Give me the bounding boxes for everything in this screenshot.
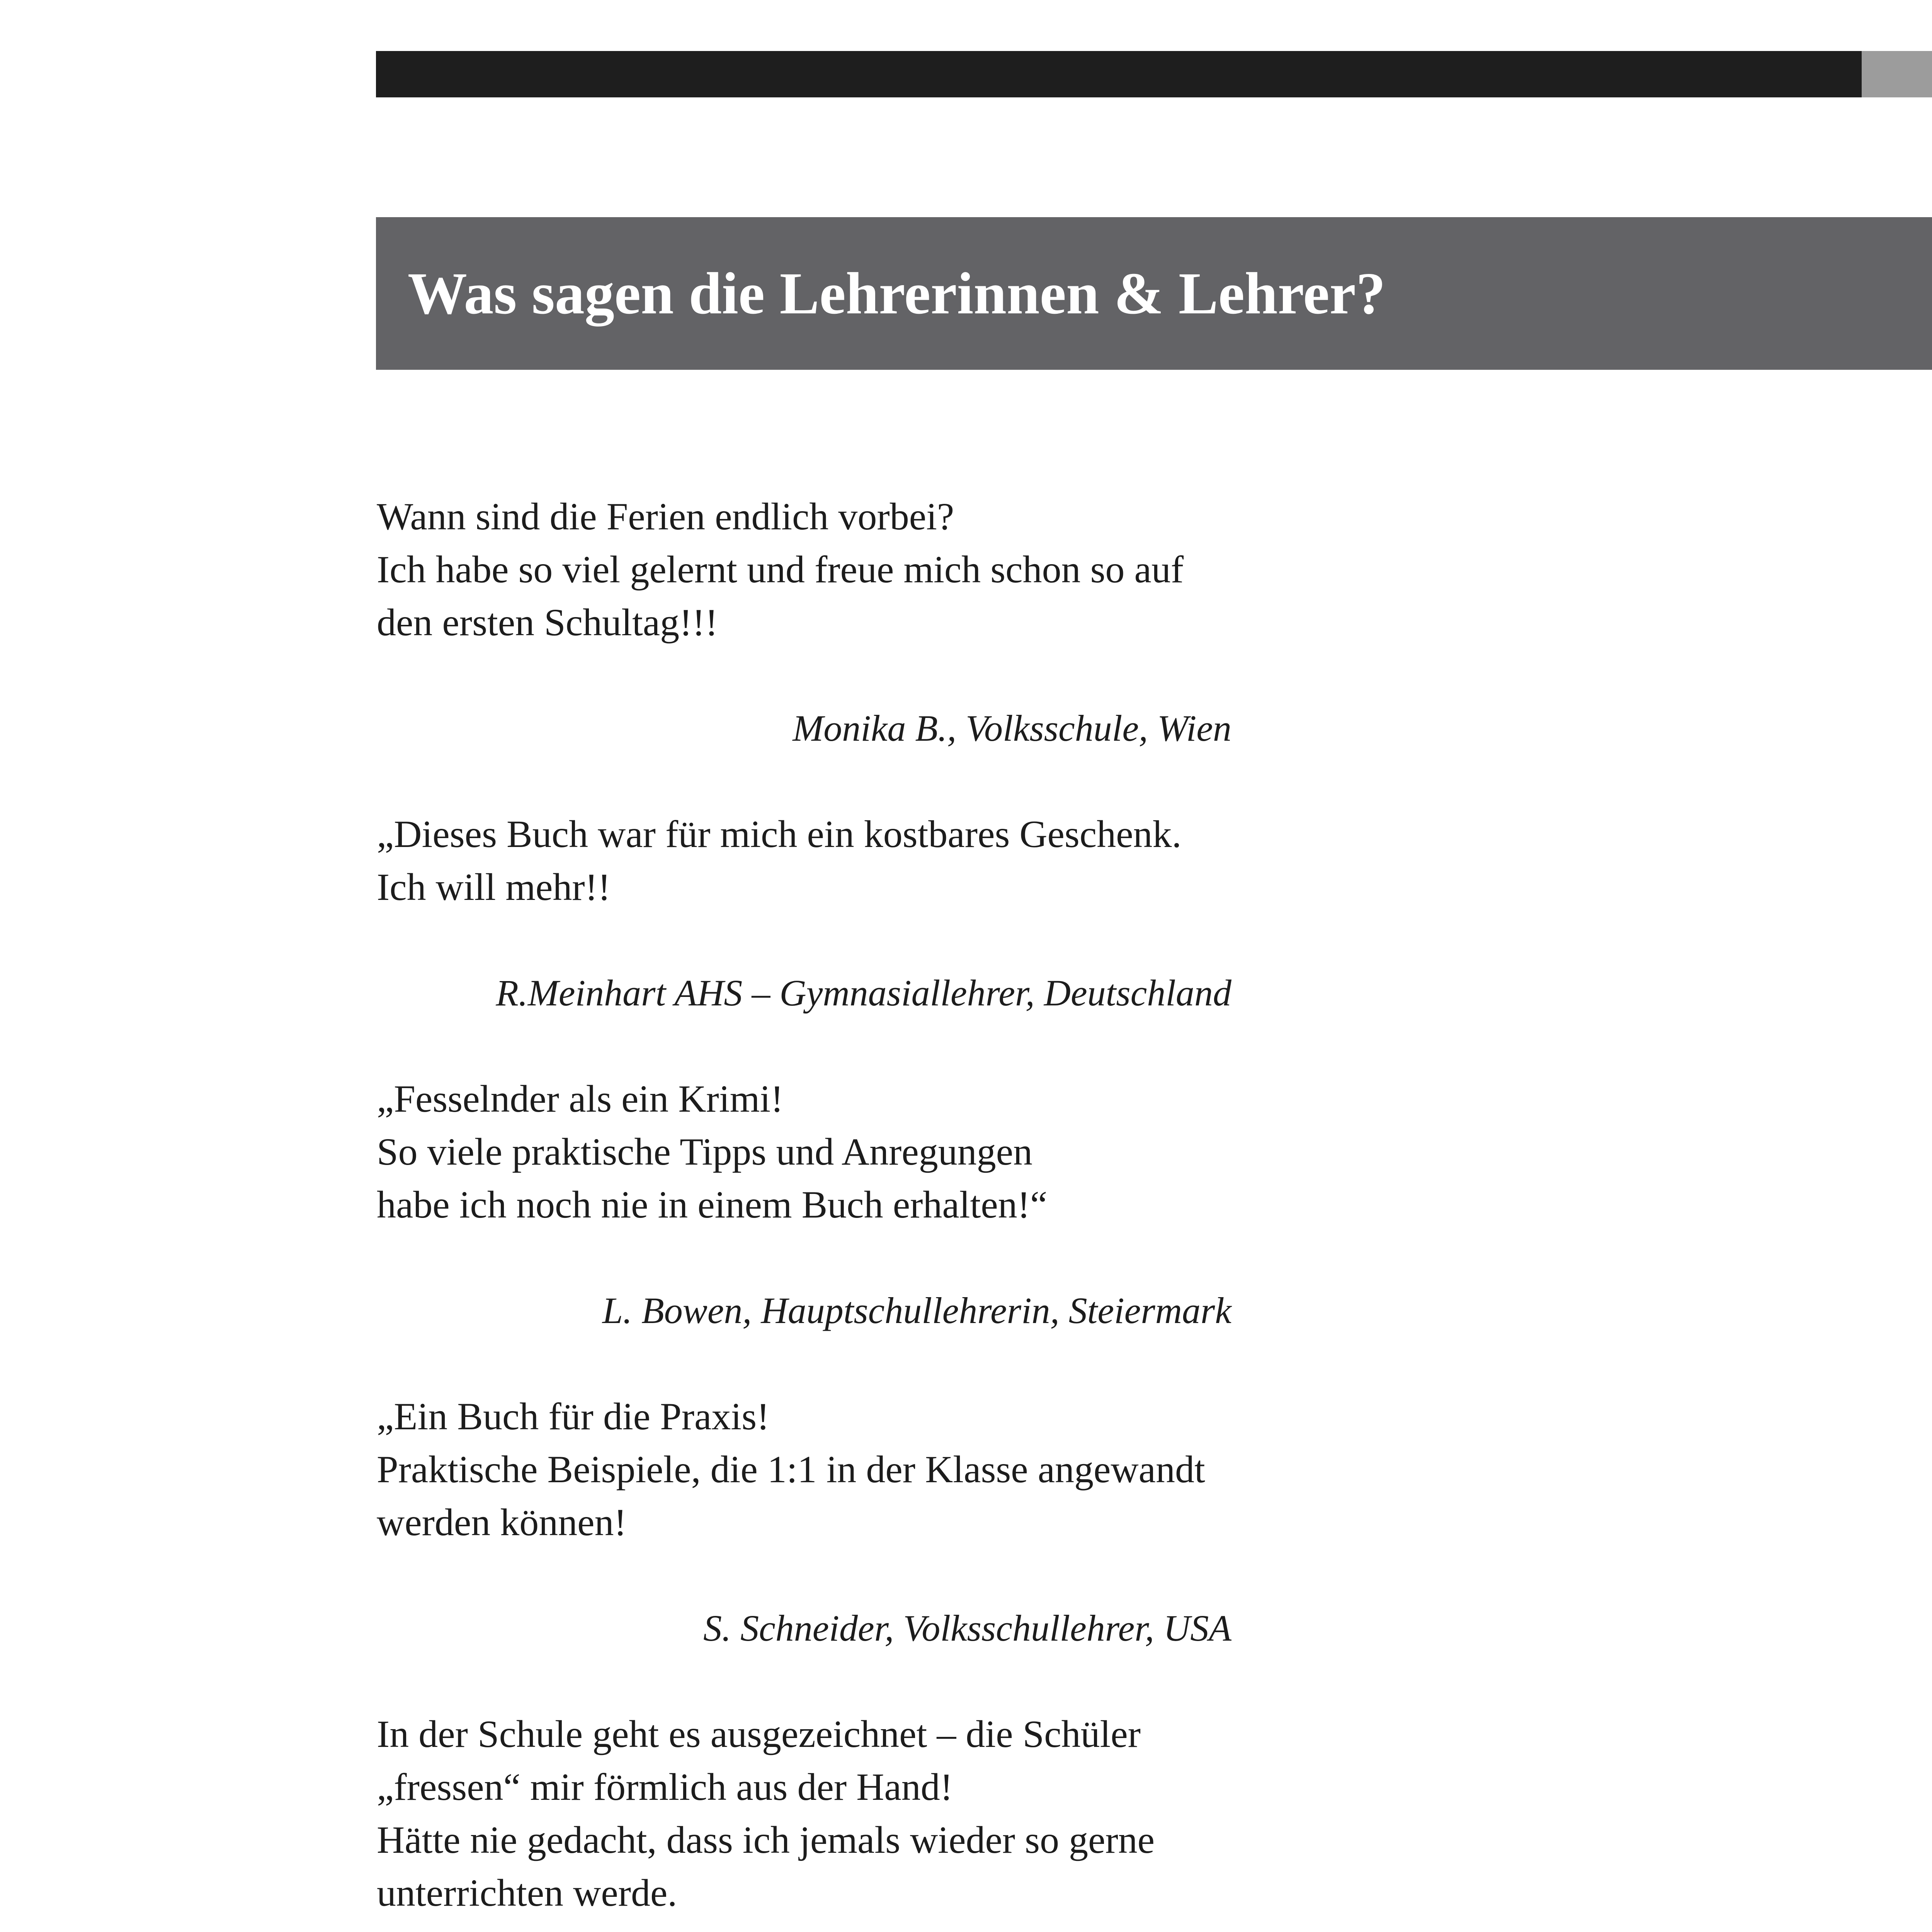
- testimonial-attribution: [377, 966, 1231, 1019]
- testimonial: [377, 808, 1231, 1019]
- testimonial-attribution: [377, 1284, 1231, 1337]
- testimonial-attribution: [377, 702, 1231, 755]
- quote-line: „fressen“ mir förmlich aus der Hand!: [377, 1765, 953, 1808]
- header-bar-dark: [376, 51, 1862, 97]
- page-title: Was sagen die Lehrerinnen & Lehrer?: [408, 260, 1386, 327]
- quote-line: In der Schule geht es ausgezeichnet – die Schüler: [377, 1713, 1141, 1755]
- testimonials-list: [377, 490, 1231, 1932]
- header-bar-accent: [1862, 51, 1932, 97]
- quote-line: unterrichten werde.: [377, 1871, 677, 1914]
- testimonial-quote: [377, 808, 1231, 913]
- quote-line: „Ein Buch für die Praxis!: [377, 1395, 770, 1438]
- testimonial: [377, 490, 1231, 755]
- testimonial-quote: [377, 1390, 1231, 1549]
- quote-line: Wann sind die Ferien endlich vorbei?: [377, 495, 954, 538]
- testimonial-quote: [377, 1708, 1231, 1919]
- attribution-line: S. Schneider, Volksschullehrer, USA: [703, 1607, 1231, 1649]
- quote-line: Hätte nie gedacht, dass ich jemals wieder so gerne: [377, 1818, 1155, 1861]
- testimonial-attribution: [377, 1602, 1231, 1655]
- quote-line: werden können!: [377, 1501, 627, 1544]
- quote-line: Ich habe so viel gelernt und freue mich schon so auf: [377, 548, 1184, 591]
- quote-line: So viele praktische Tipps und Anregungen: [377, 1130, 1033, 1173]
- testimonial: [377, 1708, 1231, 1932]
- attribution-line: Monika B., Volksschule, Wien: [793, 707, 1231, 749]
- attribution-line: R.Meinhart AHS – Gymnasiallehrer, Deutschland: [496, 972, 1231, 1014]
- testimonial: [377, 1072, 1231, 1337]
- quote-line: Praktische Beispiele, die 1:1 in der Klasse angewandt: [377, 1448, 1205, 1491]
- quote-line: den ersten Schultag!!!: [377, 601, 718, 644]
- testimonial: [377, 1390, 1231, 1655]
- title-banner: [376, 217, 1932, 370]
- quote-line: Ich will mehr!!: [377, 866, 611, 908]
- testimonial-quote: [377, 490, 1231, 649]
- quote-line: „Dieses Buch war für mich ein kostbares Geschenk.: [377, 813, 1182, 855]
- attribution-line: L. Bowen, Hauptschullehrerin, Steiermark: [602, 1290, 1231, 1331]
- quote-line: „Fesselnder als ein Krimi!: [377, 1077, 784, 1120]
- testimonial-quote: [377, 1072, 1231, 1231]
- quote-line: habe ich noch nie in einem Buch erhalten!“: [377, 1183, 1048, 1226]
